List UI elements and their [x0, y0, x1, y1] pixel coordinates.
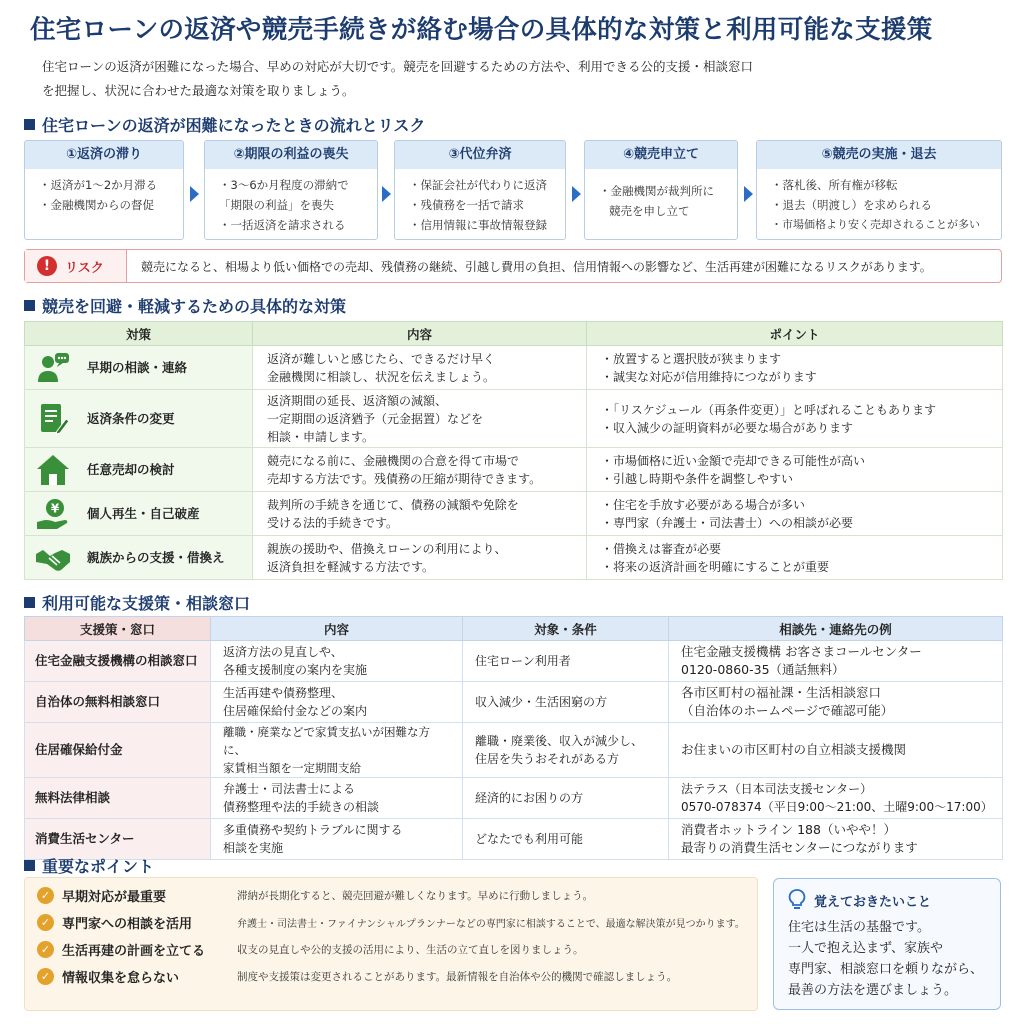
support-name: 無料法律相談: [25, 778, 211, 819]
check-icon: ✓: [37, 914, 54, 931]
flow-step-item: 「期限の利益」を喪失: [219, 198, 334, 212]
point-desc: 滞納が長期化すると、競売回避が難しくなります。早めに行動しましょう。: [237, 890, 594, 902]
table-row: [25, 390, 1003, 448]
table-row: [25, 723, 1003, 778]
measure-content: 受ける法的手続きです。: [267, 515, 399, 530]
support-contact: お住まいの市区町村の自立相談支援機関: [681, 742, 907, 757]
measure-point: ・誠実な対応が信用維持につながります: [601, 369, 817, 384]
flow-step-item: ・一括返済を請求される: [219, 218, 346, 232]
support-target: 離職・廃業後、収入が減少し、: [475, 734, 644, 748]
measure-name: 早期の相談・連絡: [87, 359, 188, 375]
measure-content: 売却する方法です。残債務の圧縮が期待できます。: [267, 471, 542, 486]
lightbulb-icon: [788, 889, 806, 911]
point-item: [37, 909, 745, 936]
measure-content: 一定期間の返済猶予（元金据置）などを: [267, 411, 484, 426]
support-content: 生活再建や債務整理、: [223, 686, 344, 700]
measure-point: ・市場価格に近い金額で売却できる可能性が高い: [601, 453, 866, 468]
support-target: 収入減少・生活困窮の方: [475, 695, 608, 709]
house-icon: [35, 452, 71, 488]
flow-step-title: ①返済の滞り: [25, 141, 183, 169]
point-item: [37, 963, 745, 990]
measure-point: ・引越し時期や条件を調整しやすい: [601, 471, 794, 486]
reminder-line: 住宅は生活の基盤です。: [788, 920, 930, 935]
handshake-icon: [35, 540, 71, 576]
arrow-right-icon: [572, 186, 581, 202]
measure-name: 返済条件の変更: [87, 410, 175, 426]
measure-point: ・専門家（弁護士・司法書士）への相談が必要: [601, 515, 854, 530]
measure-content: 返済負担を軽減する方法です。: [267, 559, 435, 574]
table-header-cell: 対象・条件: [463, 617, 669, 641]
measure-point: ・借換えは審査が必要: [601, 541, 722, 556]
intro-text: [42, 55, 942, 103]
important-points-box: [24, 877, 758, 1011]
support-content: 各種支援制度の案内を実施: [223, 663, 368, 677]
flow-step-item: ・返済が1〜2か月滞る: [39, 178, 158, 192]
point-name: 情報収集を怠らない: [62, 971, 180, 986]
reminder-heading: [788, 889, 986, 911]
measure-content: 親族の援助や、借換えローンの利用により、: [267, 541, 507, 556]
measure-point: ・収入減少の証明資料が必要な場合があります: [601, 420, 854, 435]
table-row: [25, 819, 1003, 860]
support-content: 多重債務や契約トラブルに関する: [223, 823, 403, 837]
measure-content: 競売になる前に、金融機関の合意を得て市場で: [267, 453, 520, 468]
flow-step-item: ・残債務を一括で請求: [409, 198, 524, 212]
support-name: 住宅金融支援機構の相談窓口: [25, 641, 211, 682]
flow-step: [584, 140, 738, 240]
support-content: 返済方法の見直しや、: [223, 645, 343, 659]
support-target: 経済的にお困りの方: [475, 791, 584, 805]
flow-step: [24, 140, 184, 240]
measure-name: 任意売却の検討: [87, 461, 175, 477]
support-name: 自治体の無料相談窓口: [25, 682, 211, 723]
support-contact: 各市区町村の福祉課・生活相談窓口: [681, 685, 882, 700]
support-content: 住居確保給付金などの案内: [223, 704, 368, 718]
support-target: どなたでも利用可能: [475, 832, 584, 846]
measure-content: 相談・申請します。: [267, 429, 375, 444]
measure-content: 返済が難しいと感じたら、できるだけ早く: [267, 351, 496, 366]
flow-step-item: ・落札後、所有権が移転: [771, 178, 898, 192]
flow-step-item: ・市場価格より安く売却されることが多い: [771, 218, 980, 231]
measure-content: 返済期間の延長、返済額の減額、: [267, 393, 448, 408]
measure-point: ・住宅を手放す必要がある場合が多い: [601, 497, 806, 512]
support-table: [24, 616, 1003, 860]
flow-step-title: ⑤競売の実施・退去: [757, 141, 1001, 169]
reminder-body: [788, 917, 986, 1001]
money-hand-icon: [35, 496, 71, 532]
point-desc: 収支の見直しや公的支援の活用により、生活の立て直しを図りましょう。: [237, 944, 584, 956]
point-desc: 弁護士・司法書士・ファイナンシャルプランナーなどの専門家に相談することで、最適な解決策が見つかります。: [237, 919, 745, 930]
flow-step-item: ・3〜6か月程度の滞納で: [219, 178, 349, 192]
point-name: 専門家への相談を活用: [62, 917, 193, 932]
table-header-row: [25, 617, 1003, 641]
heading-square-icon: [24, 300, 35, 311]
risk-label-text: リスク: [65, 260, 104, 276]
flow-step: [204, 140, 378, 240]
svg-text:¥: ¥: [50, 501, 60, 515]
table-row: [25, 778, 1003, 819]
intro-line: 住宅ローンの返済が困難になった場合、早めの対応が大切です。競売を回避するための方法や、利用できる公的支援・相談窓口: [42, 59, 754, 74]
point-name: 生活再建の計画を立てる: [62, 944, 206, 959]
point-item: [37, 882, 745, 909]
flow-step-item: ・金融機関が裁判所に: [599, 184, 714, 198]
support-name: 消費生活センター: [25, 819, 211, 860]
heading-square-icon: [24, 860, 35, 871]
heading-square-icon: [24, 597, 35, 608]
risk-text: 競売になると、相場より低い価格での売却、残債務の継続、引越し費用の負担、信用情報への影響など、生活再建が困難になるリスクがあります。: [141, 259, 932, 274]
reminder-line: 最善の方法を選びましょう。: [788, 983, 958, 998]
table-header-cell: 内容: [211, 617, 463, 641]
support-content: 家賃相当額を一定期間支給: [223, 761, 361, 775]
flow-step-item: ・保証会社が代わりに返済: [409, 178, 547, 192]
table-row: [25, 448, 1003, 492]
flow-step: [756, 140, 1002, 240]
table-row: [25, 492, 1003, 536]
flow-step-title: ③代位弁済: [395, 141, 565, 169]
support-contact: 法テラス（日本司法支援センター）: [681, 782, 873, 796]
support-target: 住宅ローン利用者: [475, 654, 571, 668]
flow-step-item: ・金融機関からの督促: [39, 198, 154, 212]
table-row: [25, 641, 1003, 682]
table-row: [25, 682, 1003, 723]
flow-step: [394, 140, 566, 240]
flow-section-heading: 住宅ローンの返済が困難になったときの流れとリスク: [24, 113, 425, 136]
support-content: 離職・廃業などで家賃支払いが困難な方に、: [223, 725, 430, 757]
check-icon: ✓: [37, 941, 54, 958]
table-header-cell: ポイント: [587, 322, 1003, 346]
document-edit-icon: [35, 401, 71, 437]
consult-icon: [35, 350, 71, 386]
support-name: 住居確保給付金: [25, 723, 211, 778]
table-header-cell: 支援策・窓口: [25, 617, 211, 641]
arrow-right-icon: [382, 186, 391, 202]
support-target: 住居を失うおそれがある方: [475, 752, 620, 766]
measure-content: 金融機関に相談し、状況を伝えましょう。: [267, 369, 496, 384]
support-contact: （自治体のホームページで確認可能）: [681, 703, 894, 718]
measure-name: 個人再生・自己破産: [87, 505, 200, 521]
arrow-right-icon: [744, 186, 753, 202]
support-content: 相談を実施: [223, 841, 284, 855]
flow-step-title: ④競売申立て: [585, 141, 737, 169]
intro-line: を把握し、状況に合わせた最適な対策を取りましょう。: [42, 83, 355, 98]
measure-name: 親族からの支援・借換え: [87, 549, 225, 565]
reminder-heading-text: 覚えておきたいこと: [814, 894, 932, 910]
measure-point: ・将来の返済計画を明確にすることが重要: [601, 559, 830, 574]
point-item: [37, 936, 745, 963]
reminder-line: 専門家、相談窓口を頼りながら、: [788, 962, 984, 977]
support-contact: 最寄りの消費生活センターにつながります: [681, 840, 918, 855]
points-section-heading: 重要なポイント: [24, 854, 154, 877]
risk-banner: [24, 249, 1002, 283]
support-contact: 住宅金融支援機構 お客さまコールセンター: [681, 644, 922, 659]
table-row: [25, 536, 1003, 580]
reminder-box: [773, 878, 1001, 1010]
support-content: 弁護士・司法書士による: [223, 782, 356, 796]
measure-content: 裁判所の手続きを通じて、債務の減額や免除を: [267, 497, 519, 512]
warning-icon: !: [37, 256, 57, 276]
support-contact: 0570-078374（平日9:00〜21:00、土曜9:00〜17:00）: [681, 800, 993, 814]
check-icon: ✓: [37, 968, 54, 985]
table-header-cell: 相談先・連絡先の例: [669, 617, 1003, 641]
table-header-cell: 対策: [25, 322, 253, 346]
support-contact: 消費者ホットライン 188（いやや！）: [681, 822, 896, 837]
table-header-cell: 内容: [253, 322, 587, 346]
reminder-line: 一人で抱え込まず、家族や: [788, 941, 943, 956]
table-header-row: [25, 322, 1003, 346]
point-desc: 制度や支援策は変更されることがあります。最新情報を自治体や公的機関で確認しましょう。: [237, 971, 678, 983]
support-contact: 0120-0860-35（通話無料）: [681, 662, 845, 677]
flow-step-item: ・退去（明渡し）を求められる: [771, 198, 932, 212]
heading-square-icon: [24, 119, 35, 130]
flow-step-item: 競売を申し立て: [609, 204, 690, 218]
measures-section-heading: 競売を回避・軽減するための具体的な対策: [24, 294, 346, 317]
support-content: 債務整理や法的手続きの相談: [223, 800, 380, 814]
check-icon: ✓: [37, 887, 54, 904]
point-name: 早期対応が最重要: [62, 890, 167, 905]
flow-diagram: [24, 140, 1002, 240]
measures-table: [24, 321, 1003, 580]
page-title: 住宅ローンの返済や競売手続きが絡む場合の具体的な対策と利用可能な支援策: [30, 15, 933, 45]
support-section-heading: 利用可能な支援策・相談窓口: [24, 591, 250, 614]
measure-point: ・「リスケジュール（再条件変更）」と呼ばれることもあります: [601, 402, 937, 417]
flow-step-title: ②期限の利益の喪失: [205, 141, 377, 169]
flow-step-item: ・信用情報に事故情報登録: [409, 218, 547, 232]
risk-label: [25, 250, 127, 282]
arrow-right-icon: [190, 186, 199, 202]
table-row: [25, 346, 1003, 390]
measure-point: ・放置すると選択肢が狭まります: [601, 351, 782, 366]
